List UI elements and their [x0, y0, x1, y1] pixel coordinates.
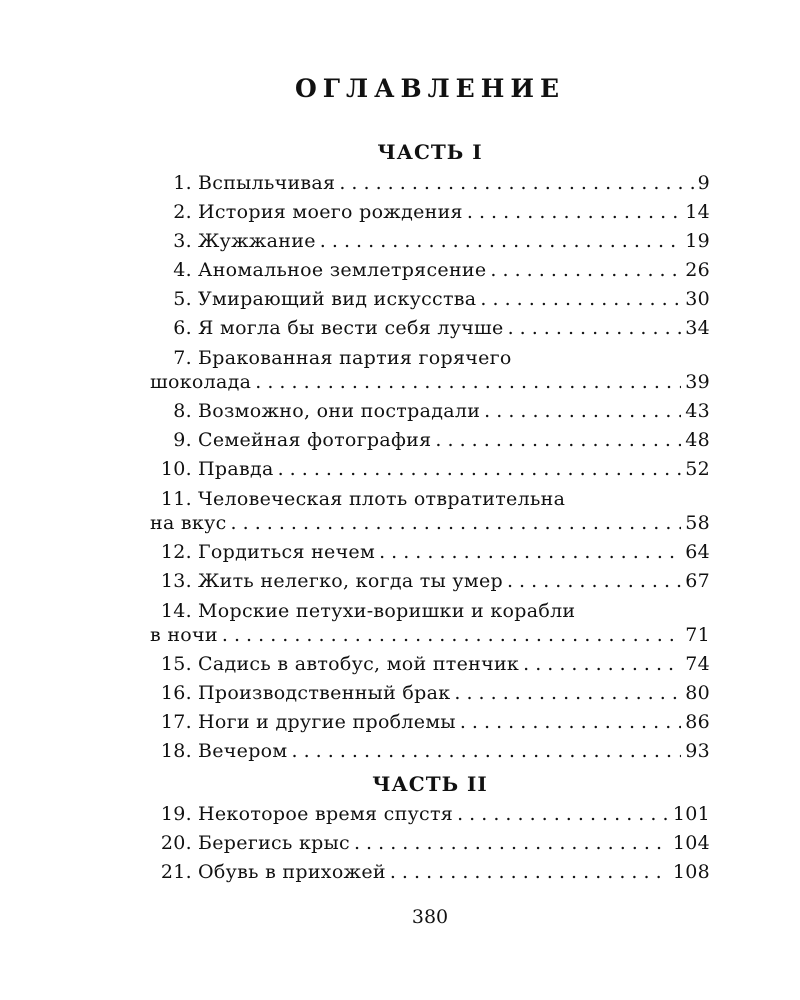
- toc-entry-page: 52: [685, 458, 710, 480]
- toc-entry-title: Морские петухи-воришки и корабли: [198, 600, 576, 622]
- toc-entry-title: Обувь в прихожей: [198, 861, 386, 883]
- toc-entry: [150, 708, 710, 737]
- toc-entry: [150, 397, 710, 426]
- page-title: ОГЛАВЛЕНИЕ: [294, 74, 566, 103]
- toc-entry-page: 48: [685, 429, 710, 451]
- toc-entry-page: 34: [685, 317, 710, 339]
- toc-entry: [150, 650, 710, 679]
- toc-entry-page: 86: [685, 711, 710, 733]
- dot-leader: [255, 370, 681, 394]
- toc-entry-page: 14: [685, 201, 710, 223]
- toc-entry-page: 39: [685, 371, 710, 393]
- toc-entry: [150, 858, 710, 887]
- toc-entry-title: Садись в автобус, мой птенчик: [198, 653, 520, 675]
- toc-entry-number: 9.: [173, 429, 192, 451]
- dot-leader: [231, 511, 682, 535]
- toc-list-part-2: [150, 800, 710, 887]
- toc-entry: [150, 567, 710, 596]
- toc-entry-title: История моего рождения: [198, 201, 463, 223]
- toc-entry-title: Некоторое время спустя: [198, 803, 454, 825]
- toc-entry: [150, 737, 710, 766]
- toc-entry-page: 93: [685, 740, 710, 762]
- toc-entry-title-continued: в ночи: [150, 624, 218, 646]
- toc-entry-number: 1.: [173, 172, 192, 194]
- toc-entry-page: 19: [685, 230, 710, 252]
- toc-entry: [150, 314, 710, 343]
- dot-leader: [457, 800, 669, 829]
- dot-leader: [490, 256, 681, 285]
- toc-entry: [150, 256, 710, 285]
- toc-entry: [150, 198, 710, 227]
- toc-entry-number: 17.: [160, 711, 192, 733]
- toc-list-part-1: [150, 169, 710, 766]
- toc-entry-number: 8.: [173, 400, 192, 422]
- toc-entry-page: 80: [685, 682, 710, 704]
- part-heading: ЧАСТЬ II: [372, 772, 488, 796]
- toc-entry-page: 26: [685, 259, 710, 281]
- toc-entry-page: 101: [672, 803, 710, 825]
- toc-entry-title: Берегись крыс: [198, 832, 350, 854]
- toc-entry-title: Семейная фотография: [198, 429, 432, 451]
- dot-leader: [508, 314, 682, 343]
- dot-leader: [435, 426, 681, 455]
- toc-entry-page: 108: [672, 861, 710, 883]
- dot-leader: [454, 679, 681, 708]
- toc-entry: [150, 487, 710, 535]
- toc-entry: [150, 346, 710, 394]
- toc-entry-page: 30: [685, 288, 710, 310]
- toc-entry-number: 13.: [160, 570, 192, 592]
- toc-entry-title: Аномальное землетрясение: [198, 259, 487, 281]
- toc-entry: [150, 829, 710, 858]
- dot-leader: [507, 567, 681, 596]
- toc-entry-page: 9: [697, 172, 710, 194]
- toc-entry-title: Вечером: [198, 740, 288, 762]
- toc-entry-number: 7.: [173, 347, 192, 369]
- toc-entry-title: Вспыльчивая: [198, 172, 336, 194]
- toc-entry-number: 3.: [173, 230, 192, 252]
- toc-entry-title-continued: шоколада: [150, 371, 252, 393]
- toc-entry-number: 18.: [160, 740, 192, 762]
- toc-entry-page: 58: [685, 512, 710, 534]
- toc-entry-title-continued: на вкус: [150, 512, 227, 534]
- toc-entry-number: 2.: [173, 201, 192, 223]
- toc-entry-page: 64: [685, 541, 710, 563]
- toc-entry-title: Ноги и другие проблемы: [198, 711, 456, 733]
- toc-entry-title: Возможно, они пострадали: [198, 400, 481, 422]
- dot-leader: [523, 650, 681, 679]
- toc-entry-number: 19.: [160, 803, 192, 825]
- dot-leader: [339, 169, 693, 198]
- toc-entry-number: 15.: [160, 653, 192, 675]
- toc-entry-number: 14.: [160, 600, 192, 622]
- toc-entry-page: 104: [672, 832, 710, 854]
- dot-leader: [390, 858, 669, 887]
- page-number: 380: [411, 906, 449, 928]
- toc-entry: [150, 169, 710, 198]
- toc-entry-page: 71: [685, 624, 710, 646]
- toc-entry-page: 43: [685, 400, 710, 422]
- toc-entry-title: Гордиться нечем: [198, 541, 376, 563]
- dot-leader: [278, 455, 682, 484]
- toc-entry-number: 5.: [173, 288, 192, 310]
- toc-entry-number: 16.: [160, 682, 192, 704]
- dot-leader: [379, 538, 681, 567]
- toc-entry-page: 74: [685, 653, 710, 675]
- toc-entry-title: Бракованная партия горячего: [198, 347, 512, 369]
- dot-leader: [222, 623, 681, 647]
- toc-entry-page: 67: [685, 570, 710, 592]
- toc-entry-number: 4.: [173, 259, 192, 281]
- dot-leader: [292, 737, 682, 766]
- toc-entry-title: Правда: [198, 458, 274, 480]
- toc-entry-title: Умирающий вид искусства: [198, 288, 477, 310]
- book-page: [150, 0, 710, 1000]
- toc-entry-title: Я могла бы вести себя лучше: [198, 317, 504, 339]
- toc-entry: [150, 285, 710, 314]
- dot-leader: [320, 227, 681, 256]
- toc-entry-number: 11.: [160, 488, 192, 510]
- dot-leader: [460, 708, 681, 737]
- toc-entry: [150, 679, 710, 708]
- toc-entry-number: 21.: [160, 861, 192, 883]
- toc-entry: [150, 800, 710, 829]
- dot-leader: [354, 829, 669, 858]
- toc-entry: [150, 599, 710, 647]
- part-heading: ЧАСТЬ I: [377, 140, 483, 164]
- toc-entry: [150, 426, 710, 455]
- toc-entry: [150, 538, 710, 567]
- toc-entry-title: Жить нелегко, когда ты умер: [198, 570, 503, 592]
- toc-entry-number: 10.: [160, 458, 192, 480]
- dot-leader: [480, 285, 681, 314]
- toc-entry-number: 20.: [160, 832, 192, 854]
- toc-entry-title: Жужжание: [198, 230, 316, 252]
- toc-entry: [150, 227, 710, 256]
- toc-entry-title: Человеческая плоть отвратительна: [198, 488, 566, 510]
- dot-leader: [467, 198, 681, 227]
- toc-entry: [150, 455, 710, 484]
- toc-entry-number: 6.: [173, 317, 192, 339]
- toc-entry-title: Производственный брак: [198, 682, 451, 704]
- dot-leader: [484, 397, 681, 426]
- toc-entry-number: 12.: [160, 541, 192, 563]
